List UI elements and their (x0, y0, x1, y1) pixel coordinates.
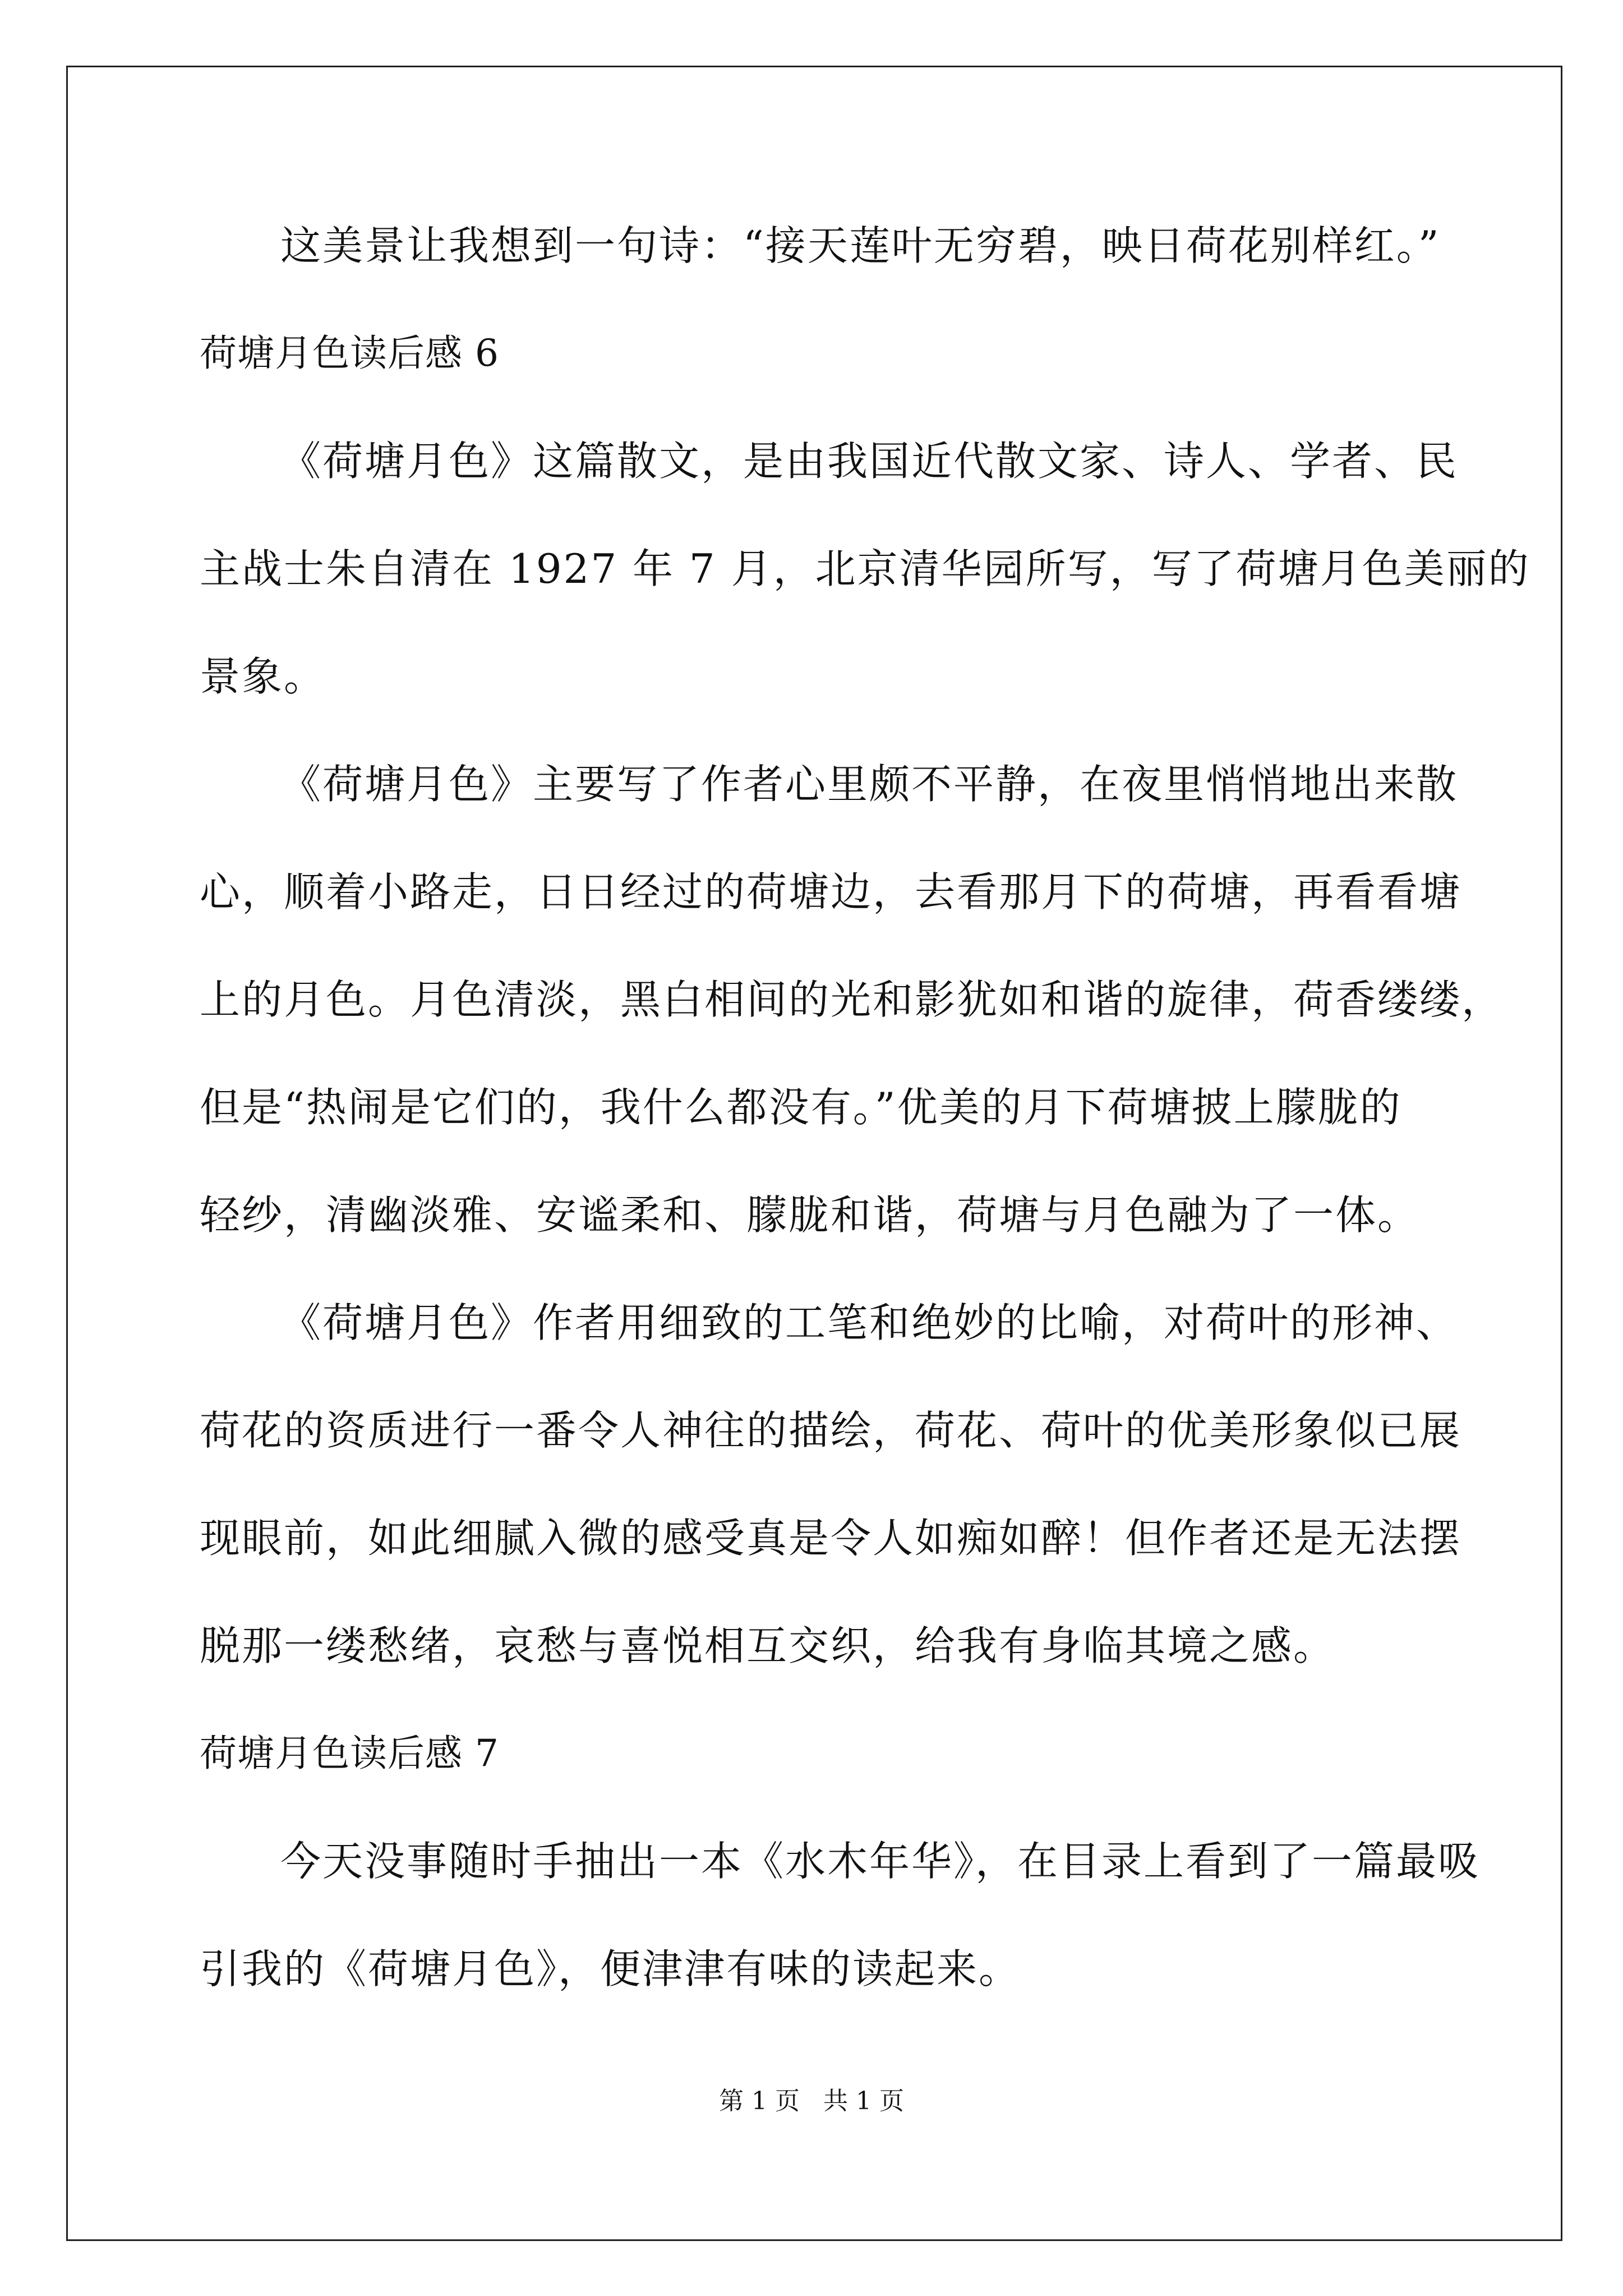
paragraph-line: 《荷塘月色》主要写了作者心里颇不平静，在夜里悄悄地出来散 (280, 761, 1459, 808)
paragraph-line: 轻纱，清幽淡雅、安谧柔和、朦胧和谐，荷塘与月色融为了一体。 (200, 1191, 1420, 1239)
page-footer: 第 1 页 共 1 页 (719, 2087, 904, 2115)
paragraph-line: 上的月色。月色清淡，黑白相间的光和影犹如和谐的旋律，荷香缕缕， (200, 976, 1504, 1023)
section-heading: 荷塘月色读后感 6 (200, 332, 499, 375)
paragraph-line: 今天没事随时手抽出一本《水木年华》，在目录上看到了一篇最吸 (280, 1838, 1481, 1885)
paragraph-line: 这美景让我想到一句诗：“接天莲叶无穷碧，映日荷花别样红。” (280, 222, 1441, 269)
paragraph-line: 《荷塘月色》这篇散文，是由我国近代散文家、诗人、学者、民 (280, 438, 1459, 485)
paragraph-line: 脱那一缕愁绪，哀愁与喜悦相互交织，给我有身临其境之感。 (200, 1622, 1336, 1669)
section-heading: 荷塘月色读后感 7 (200, 1732, 499, 1775)
paragraph-line: 景象。 (200, 653, 326, 700)
paragraph-line: 心，顺着小路走，日日经过的荷塘边，去看那月下的荷塘，再看看塘 (200, 868, 1462, 915)
paragraph-line: 主战士朱自清在 1927 年 7 月，北京清华园所写，写了荷塘月色美丽的 (200, 545, 1530, 592)
paragraph-line: 引我的《荷塘月色》，便津津有味的读起来。 (200, 1945, 1021, 1993)
page-border (66, 66, 1562, 2241)
paragraph-line: 《荷塘月色》作者用细致的工笔和绝妙的比喻，对荷叶的形神、 (280, 1299, 1459, 1346)
paragraph-line: 现眼前，如此细腻入微的感受真是令人如痴如醉！但作者还是无法摆 (200, 1515, 1462, 1562)
paragraph-line: 但是“热闹是它们的，我什么都没有。”优美的月下荷塘披上朦胧的 (200, 1084, 1402, 1131)
paragraph-line: 荷花的资质进行一番令人神往的描绘，荷花、荷叶的优美形象似已展 (200, 1407, 1462, 1454)
